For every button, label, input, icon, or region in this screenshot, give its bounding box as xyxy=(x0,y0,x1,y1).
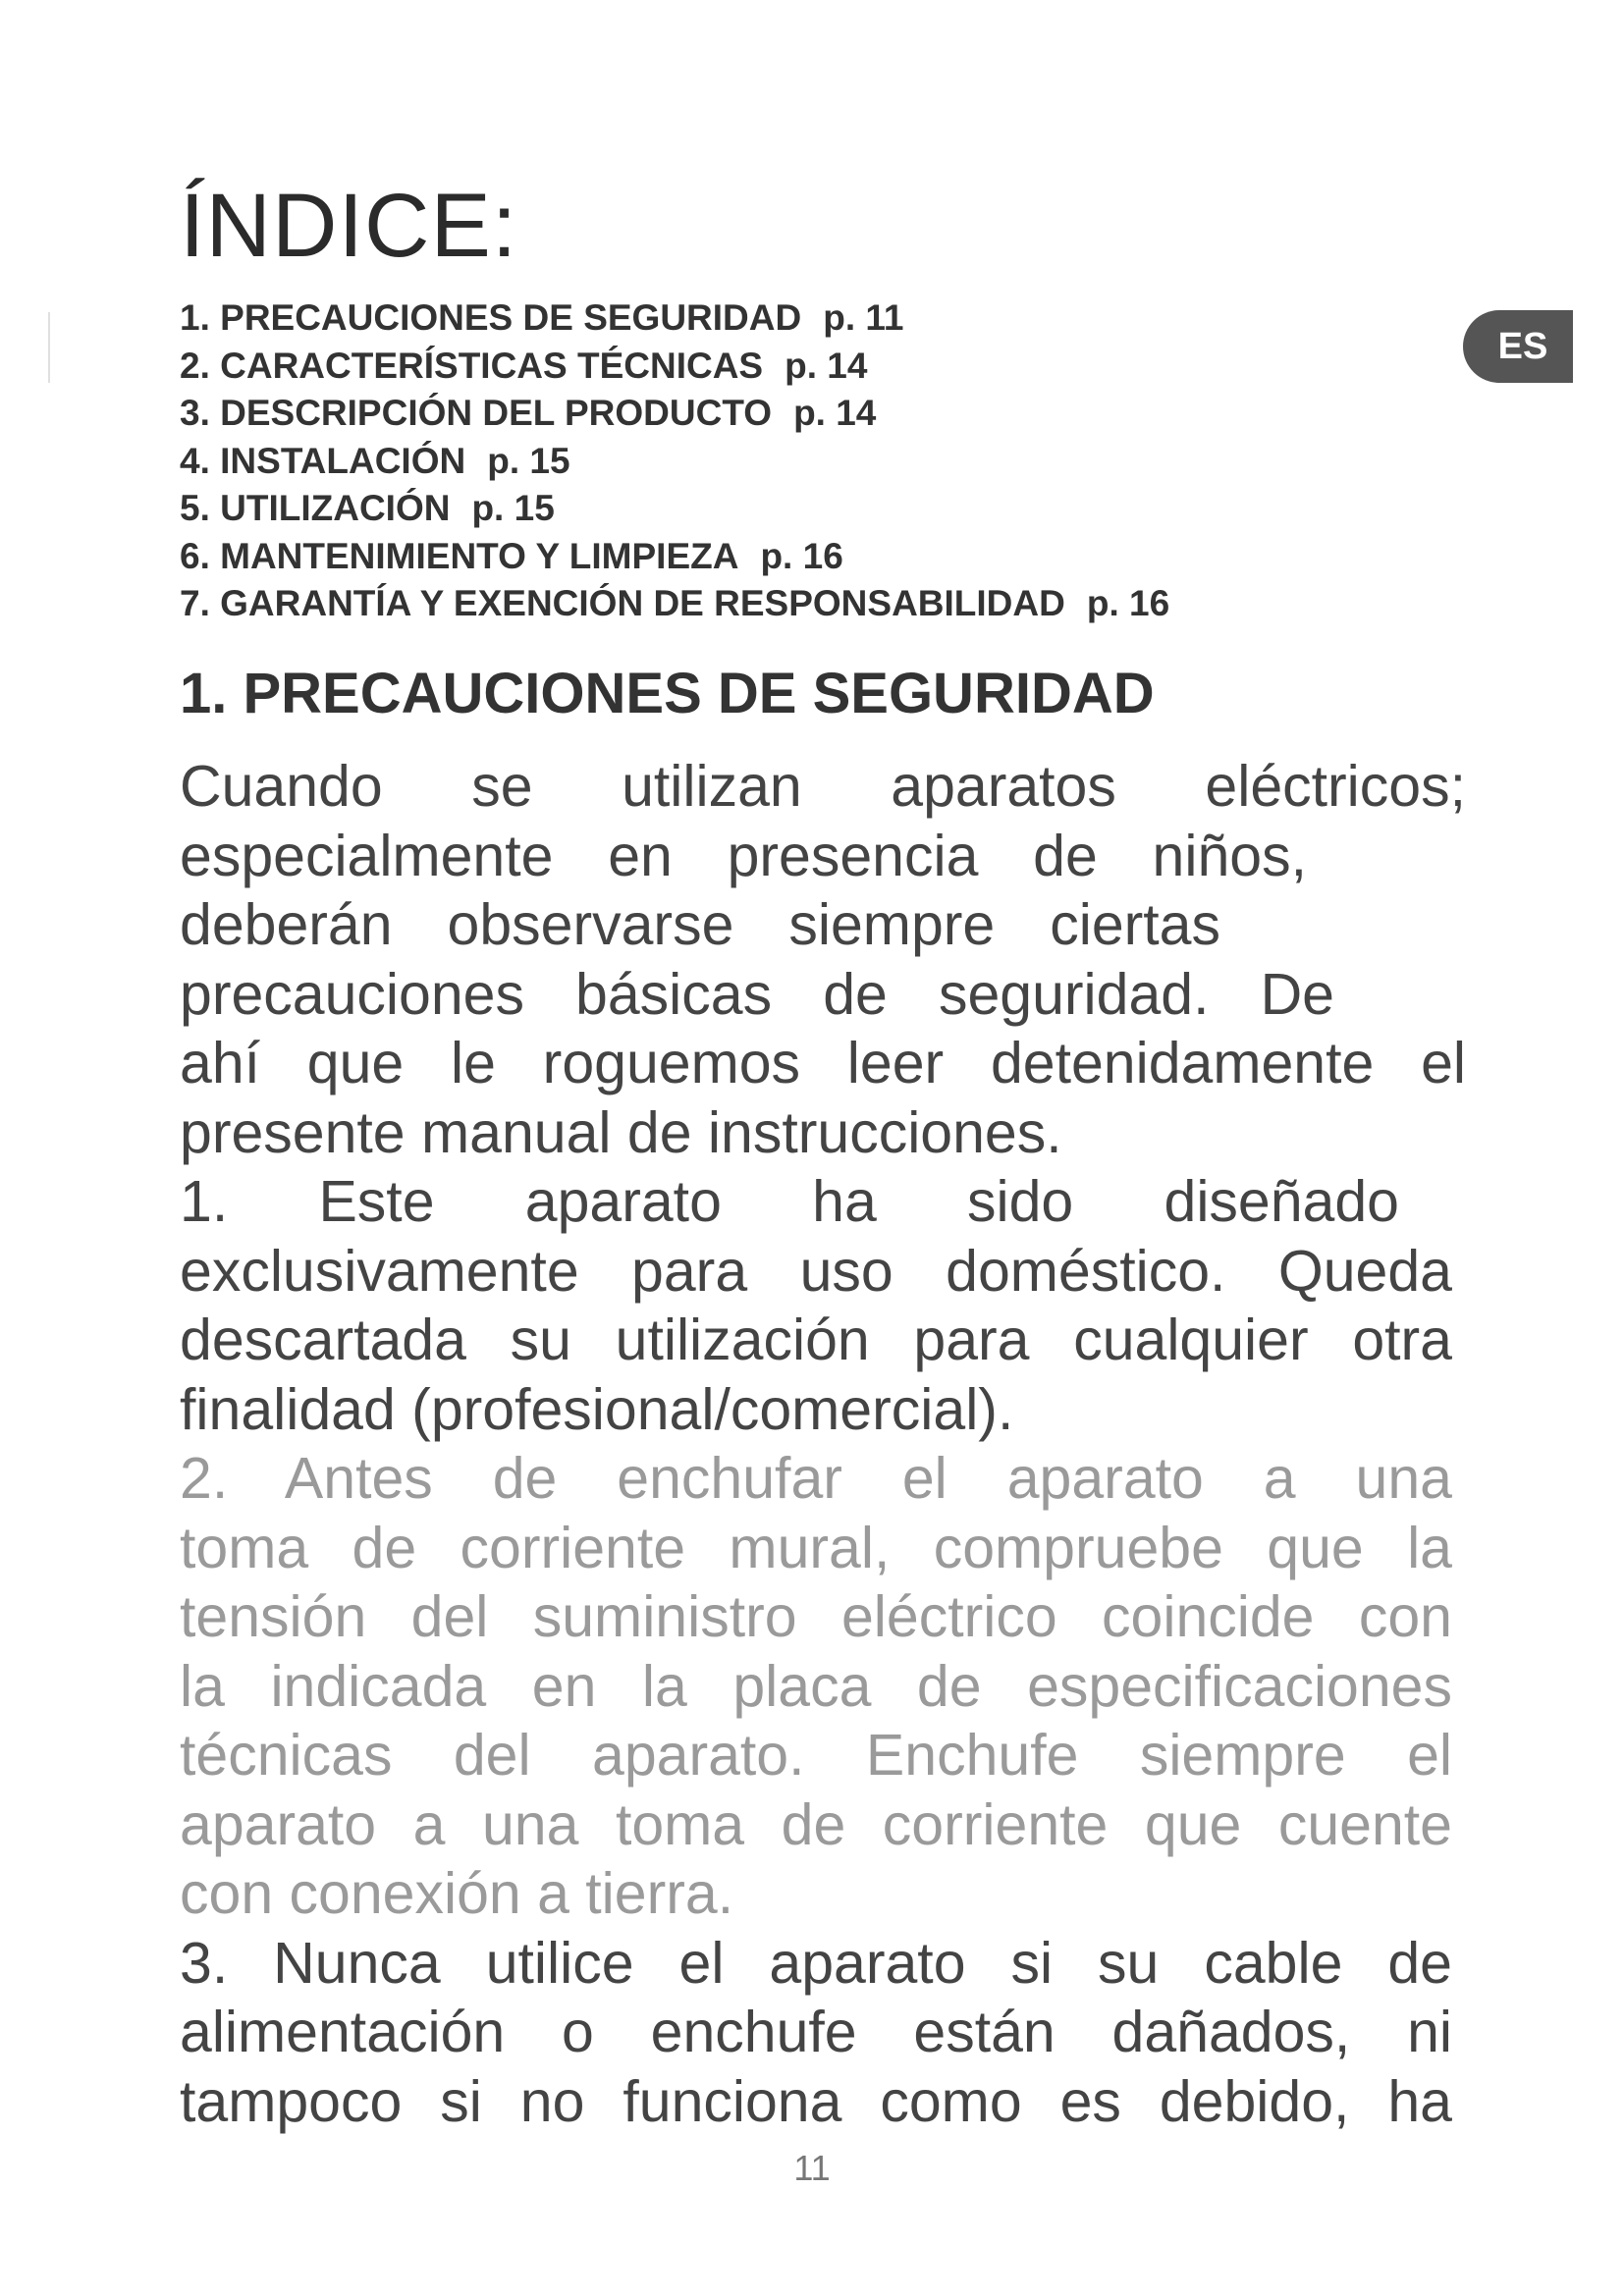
toc-item-page: p. 15 xyxy=(487,440,570,481)
body-line: presente manual de instrucciones. xyxy=(180,1099,1062,1165)
body-line: 1. Este aparato ha sido diseñado xyxy=(180,1169,1399,1234)
toc-item-page: p. 16 xyxy=(760,535,843,576)
section-heading: 1. PRECAUCIONES DE SEGURIDAD xyxy=(180,662,1155,725)
body-line: con conexión a tierra. xyxy=(180,1861,734,1926)
toc-item[interactable] xyxy=(180,580,1169,628)
toc-item-label: 6. MANTENIMIENTO Y LIMPIEZA xyxy=(180,535,739,576)
toc-item-page: p. 14 xyxy=(785,345,868,386)
toc-item-label: 4. INSTALACIÓN xyxy=(180,440,466,481)
toc-item[interactable] xyxy=(180,390,1169,438)
body-line: descartada su utilización para cualquier otra xyxy=(180,1308,1452,1372)
toc-item-page: p. 15 xyxy=(471,488,555,528)
body-line: tampoco si no funciona como es debido, ha xyxy=(180,2068,1452,2134)
toc-item-label: 3. DESCRIPCIÓN DEL PRODUCTO xyxy=(180,393,773,433)
toc-item-label: 1. PRECAUCIONES DE SEGURIDAD xyxy=(180,297,802,338)
index-title: ÍNDICE: xyxy=(180,176,518,276)
body-line: la indicada en la placa de especificaciones xyxy=(180,1653,1452,1719)
body-line: precauciones básicas de seguridad. De xyxy=(180,961,1334,1027)
body-line: 3. Nunca utilice el aparato si su cable de xyxy=(180,1930,1452,1996)
body-line: finalidad (profesional/comercial). xyxy=(180,1376,1014,1442)
body-line: exclusivamente para uso doméstico. Queda xyxy=(180,1238,1452,1304)
toc-item[interactable] xyxy=(180,533,1169,581)
body-line: aparato a una toma de corriente que cuente xyxy=(180,1791,1452,1857)
body-line: ahí que le roguemos leer detenidamente el xyxy=(180,1031,1466,1095)
toc-item-label: 7. GARANTÍA Y EXENCIÓN DE RESPONSABILIDAD xyxy=(180,583,1065,623)
table-of-contents xyxy=(180,294,1169,628)
toc-item[interactable] xyxy=(180,294,1169,343)
language-badge: ES xyxy=(1463,310,1573,383)
body-line: especialmente en presencia de niños, xyxy=(180,823,1307,888)
body-line: tensión del suministro eléctrico coincide con xyxy=(180,1584,1452,1649)
body-line: 2. Antes de enchufar el aparato a una xyxy=(180,1446,1452,1511)
toc-item[interactable] xyxy=(180,485,1169,533)
toc-item[interactable] xyxy=(180,343,1169,391)
body-line: deberán observarse siempre ciertas xyxy=(180,892,1220,957)
toc-item-page: p. 11 xyxy=(823,297,904,338)
body-line: toma de corriente mural, compruebe que la xyxy=(180,1515,1452,1580)
body-line: Cuando se utilizan aparatos eléctricos; xyxy=(180,754,1466,819)
margin-rule xyxy=(48,312,50,383)
toc-item-label: 5. UTILIZACIÓN xyxy=(180,488,451,528)
body-line: técnicas del aparato. Enchufe siempre el xyxy=(180,1723,1452,1788)
toc-item-page: p. 14 xyxy=(793,393,877,433)
toc-item[interactable] xyxy=(180,438,1169,486)
toc-item-page: p. 16 xyxy=(1086,583,1170,623)
toc-item-label: 2. CARACTERÍSTICAS TÉCNICAS xyxy=(180,345,764,386)
page-number: 11 xyxy=(793,2148,831,2188)
section-body xyxy=(180,752,1466,2136)
body-line: alimentación o enchufe están dañados, ni xyxy=(180,2000,1452,2064)
